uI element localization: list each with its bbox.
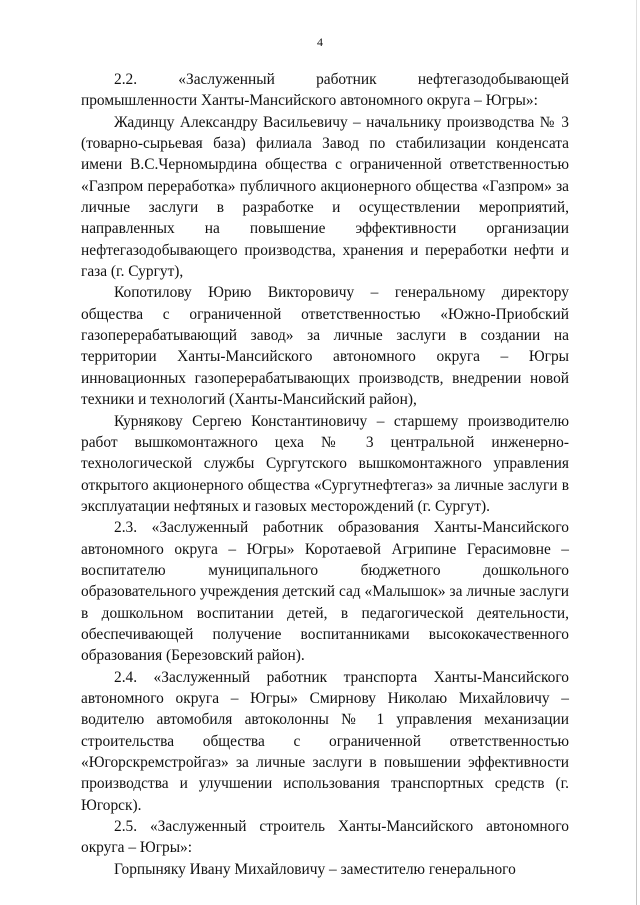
award-entry-gorpynyak: Горпыняку Ивану Михайловичу – заместителю генерального — [114, 860, 516, 878]
section-2-2-heading: 2.2. «Заслуженный работник нефтегазодобывающей промышленности Ханты-Мансийского автономного округа – Югры»: — [81, 71, 569, 110]
award-entry-zhadinets: Жадинцу Александру Васильевичу – начальнику производства № 3 (товарно-сырьевая база) филиала Завод по стабилизации конденсата имени В.С.Черномырдина общества с ограниченной ответственностью «Газпром переработка» публичного акционерного общества «Газпром» за личные заслуги в разработке и осуществлении мероприятий, направленных на повышение эффективности организации нефтегазодобывающего производства, хранения и переработки нефти и газа (г. Сургут), — [81, 113, 569, 281]
document-body — [81, 69, 569, 880]
section-2-5-heading: 2.5. «Заслуженный строитель Ханты-Мансийского автономного округа – Югры»: — [81, 818, 569, 857]
scan-edge — [636, 0, 637, 905]
award-entry-kopotilov: Копотилову Юрию Викторовичу – генеральному директору общества с ограниченной ответственностью «Южно-Приобский газоперерабатывающий завод» за личные заслуги в создании на территории Ханты-Мансийского автономного округа – Югры инновационных газоперерабатывающих производств, внедрении новой техники и технологий (Ханты-Мансийский район), — [81, 284, 569, 409]
award-entry-kurnyakov: Курнякову Сергею Константиновичу – старшему производителю работ вышкомонтажного цеха № 3 центральной инженерно-технологической службы Сургутского вышкомонтажного управления открытого акционерного общества «Сургутнефтегаз» за личные заслуги в эксплуатации нефтяных и газовых месторождений (г. Сургут). — [81, 412, 569, 515]
page-number: 4 — [317, 35, 323, 49]
section-2-3-paragraph: 2.3. «Заслуженный работник образования Ханты-Мансийского автономного округа – Югры» Коротаевой Агрипине Герасимовне – воспитателю муниципального бюджетного дошкольного образовательного учреждения детский сад «Малышок» за личные заслуги в дошкольном воспитании детей, в педагогической деятельности, обеспечивающей получение воспитанниками высококачественного образования (Березовский район). — [81, 519, 569, 665]
section-2-4-paragraph: 2.4. «Заслуженный работник транспорта Ханты-Мансийского автономного округа – Югры» Смирнову Николаю Михайловичу – водителю автомобиля автоколонны № 1 управления механизации строительства общества с ограниченной ответственностью «Югорскремстройгаз» за личные заслуги в повышении эффективности производства и улучшении использования транспортных средств (г. Югорск). — [81, 668, 569, 814]
